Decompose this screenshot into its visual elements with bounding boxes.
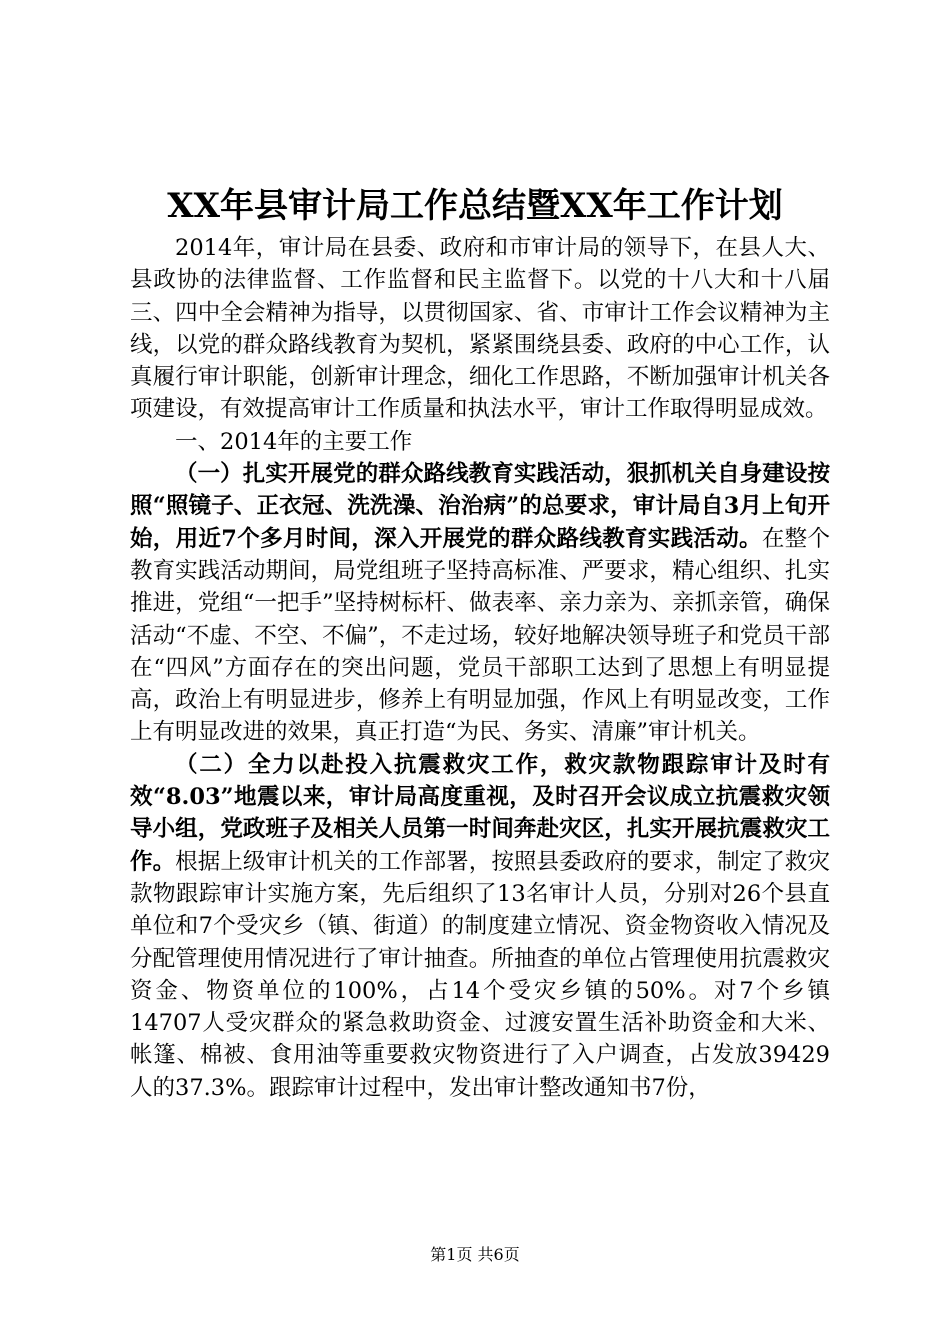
item-1-bold-lead: （一）扎实开展党的群众路线教育实践活动，狠抓机关自身建设按照“照镜子、正衣冠、洗洗澡、治治病”的总要求，审计局自3月上旬开始，用近7个多月时间，深入开展党的群众路线教育实践活动。 [130, 461, 830, 552]
item-2-paragraph [130, 749, 830, 1104]
item-1-paragraph [130, 458, 830, 749]
section-heading: 一、2014年的主要工作 [175, 428, 413, 455]
item-1-body: 在整个教育实践活动期间，局党组班子坚持高标准、严要求，精心组织、扎实推进，党组“一把手”坚持树标杆、做表率、亲力亲为、亲抓亲管，确保活动“不虚、不空、不偏”，不走过场，较好地解决领导班子和党员干部在“四风”方面存在的突出问题，党员干部职工达到了思想上有明显提高，政治上有明显进步，修养上有明显加强，作风上有明显改变，工作上有明显改进的效果，真正打造“为民、务实、清廉”审计机关。 [130, 525, 830, 746]
intro-paragraph: 2014年，审计局在县委、政府和市审计局的领导下，在县人大、县政协的法律监督、工作监督和民主监督下。以党的十八大和十八届三、四中全会精神为指导，以贯彻国家、省、市审计工作会议精神为主线，以党的群众路线教育为契机，紧紧围绕县委、政府的中心工作，认真履行审计职能，创新审计理念，细化工作思路，不断加强审计机关各项建设，有效提高审计工作质量和执法水平，审计工作取得明显成效。 [130, 235, 830, 423]
item-2-body: 根据上级审计机关的工作部署，按照县委政府的要求，制定了救灾款物跟踪审计实施方案，先后组织了13名审计人员，分别对26个县直单位和7个受灾乡（镇、街道）的制度建立情况、资金物资收入情况及分配管理使用情况进行了审计抽查。所抽查的单位占管理使用抗震救灾资金、物资单位的100%，占14个受灾乡镇的50%。对7个乡镇14707人受灾群众的紧急救助资金、过渡安置生活补助资金和大米、帐篷、棉被、食用油等重要救灾物资进行了入户调查，占发放39429人的37.3%。跟踪审计过程中，发出审计整改通知书7份， [130, 848, 830, 1101]
document-title: XX年县审计局工作总结暨XX年工作计划 [167, 186, 783, 226]
item-2-bold-lead: （二）全力以赴投入抗震救灾工作，救灾款物跟踪审计及时有效“8.03”地震以来，审计局高度重视，及时召开会议成立抗震救灾领导小组，党政班子及相关人员第一时间奔赴灾区，扎实开展抗震救灾工作。 [130, 751, 830, 875]
document-body [130, 232, 830, 1104]
page-footer: 第1页 共6页 [430, 1245, 520, 1264]
